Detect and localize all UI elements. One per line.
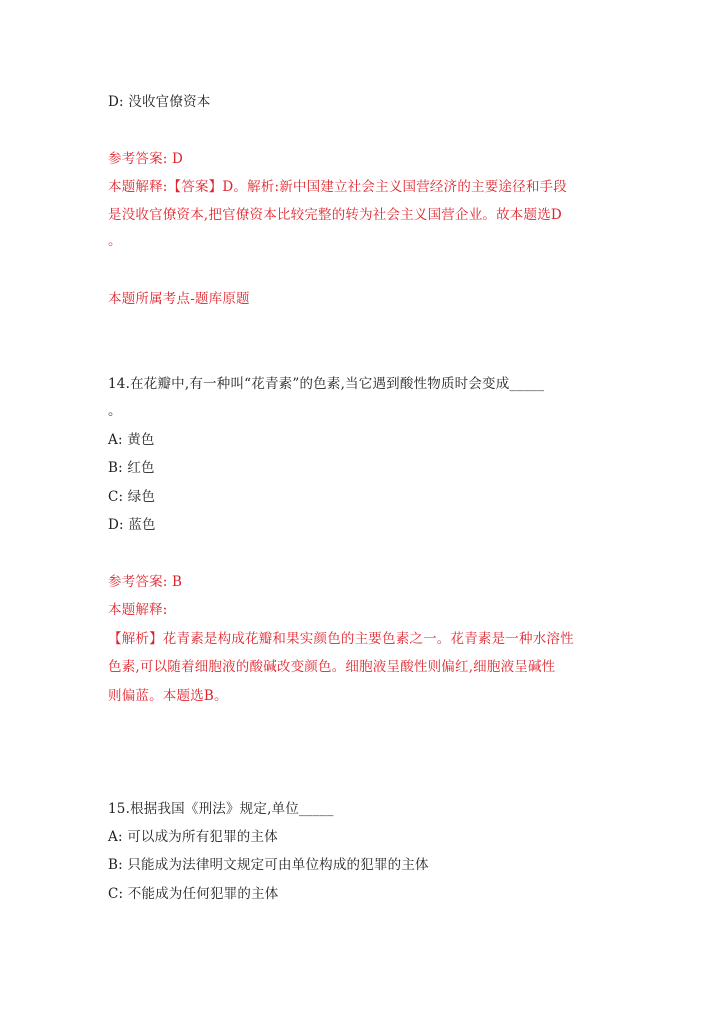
q14-option-a: A: 黄色 (108, 432, 155, 448)
q14-explanation-line1: 【解析】花青素是构成花瓣和果实颜色的主要色素之一。花青素是一种水溶性 (108, 631, 574, 647)
q15-option-b: B: 只能成为法律明文规定可由单位构成的犯罪的主体 (108, 857, 429, 873)
q14-option-c: C: 绿色 (108, 489, 156, 505)
q13-explanation-line2: 是没收官僚资本,把官僚资本比较完整的转为社会主义国营企业。故本题选D (108, 207, 562, 223)
q15-stem: 15.根据我国《刑法》规定,单位_____ (108, 801, 334, 817)
q14-explanation-line2: 色素,可以随着细胞液的酸碱改变颜色。细胞液呈酸性则偏红,细胞液呈碱性 (108, 659, 556, 675)
q13-source: 本题所属考点-题库原题 (108, 291, 250, 307)
q13-answer: 参考答案: D (108, 151, 184, 167)
q13-option-d: D: 没收官僚资本 (108, 94, 211, 110)
q14-option-b: B: 红色 (108, 460, 155, 476)
q15-option-a: A: 可以成为所有犯罪的主体 (108, 829, 278, 845)
q14-explanation-label: 本题解释: (108, 602, 168, 618)
q14-stem-line1: 14.在花瓣中,有一种叫“花青素”的色素,当它遇到酸性物质时会变成_____ (108, 376, 545, 392)
q14-explanation-line3: 则偏蓝。本题选B。 (108, 688, 228, 704)
q15-option-c: C: 不能成为任何犯罪的主体 (108, 886, 279, 902)
q13-explanation-line1: 本题解释:【答案】D。解析:新中国建立社会主义国营经济的主要途径和手段 (108, 179, 567, 195)
q13-explanation-line3: 。 (108, 233, 122, 249)
q14-answer: 参考答案: B (108, 574, 183, 590)
q14-option-d: D: 蓝色 (108, 517, 156, 533)
q14-stem-line2: 。 (108, 403, 122, 419)
